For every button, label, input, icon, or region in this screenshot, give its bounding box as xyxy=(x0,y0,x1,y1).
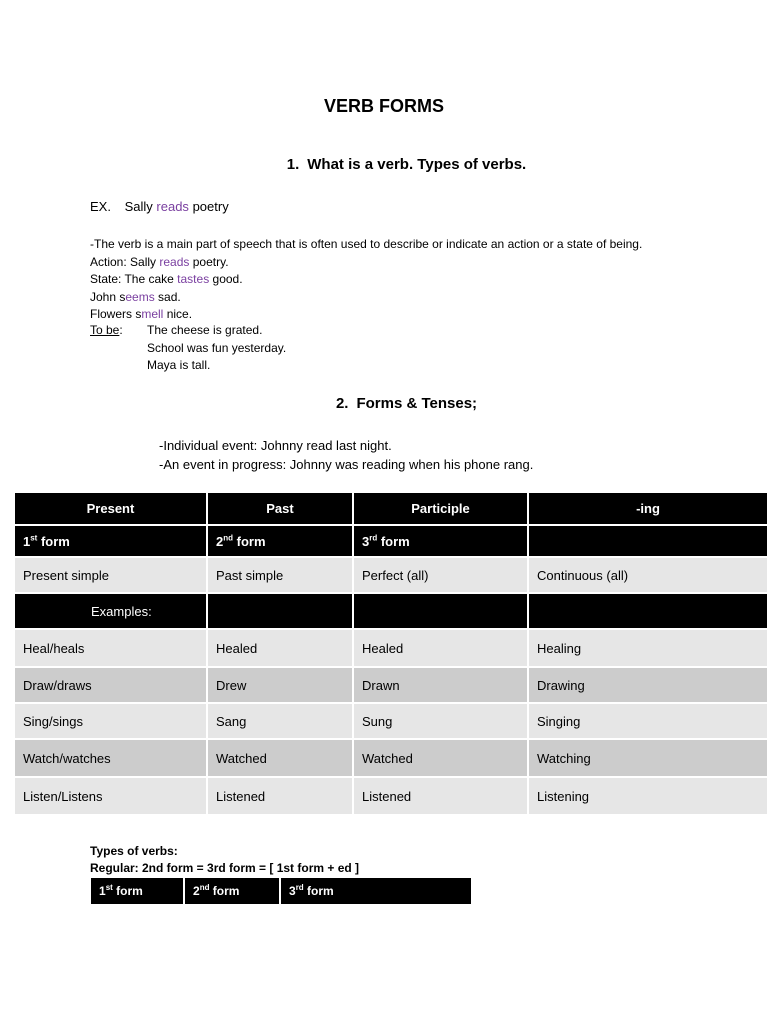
section-2-number: 2. xyxy=(335,395,349,412)
table-cell: Watched xyxy=(353,739,528,777)
to-be-indent xyxy=(90,357,147,375)
examples-label: Examples: xyxy=(15,593,207,629)
header-present: Present xyxy=(15,493,207,525)
table-cell: Past simple xyxy=(207,557,353,593)
form-2-number: 2 xyxy=(216,533,224,549)
form-2-suffix: nd xyxy=(223,533,234,543)
document-title: VERB FORMS xyxy=(323,96,444,116)
empty-cell xyxy=(207,593,353,629)
example-object: poetry xyxy=(192,199,229,214)
state-suffix: good. xyxy=(209,272,243,286)
section-1-number: 1. xyxy=(286,156,300,173)
small-form-2-suffix: nd xyxy=(199,883,210,892)
small-form-3-label: form xyxy=(303,884,334,898)
form-1-cell xyxy=(15,525,207,557)
to-be-indent xyxy=(90,340,147,358)
verb-definition: -The verb is a main part of speech that is often used to describe or indicate an action or a state of being. xyxy=(90,237,643,251)
state-prefix: State: The cake xyxy=(90,272,178,286)
state-example xyxy=(90,271,642,289)
header-past: Past xyxy=(207,493,353,525)
table-cell: Draw/draws xyxy=(15,667,207,703)
table-cell: Healing xyxy=(537,640,582,656)
flowers-prefix: Flowers s xyxy=(90,307,142,321)
form-1-label: form xyxy=(37,533,70,549)
to-be-examples xyxy=(90,322,286,375)
to-be-line: Maya is tall. xyxy=(147,358,211,372)
table-cell: Listened xyxy=(353,777,528,815)
table-header-row xyxy=(15,493,767,525)
header-participle: Participle xyxy=(353,493,528,525)
action-prefix: Action: Sally xyxy=(90,254,160,269)
to-be-label xyxy=(90,322,147,340)
form-3-number: 3 xyxy=(362,533,370,549)
small-form-1-number: 1 xyxy=(99,884,106,898)
example-label: EX. xyxy=(90,199,111,214)
table-cell: Listen/Listens xyxy=(15,777,207,815)
table-cell: Listened xyxy=(207,777,353,815)
form-2-cell xyxy=(207,525,353,557)
types-of-verbs xyxy=(90,843,359,877)
regular-rule: Regular: 2nd form = 3rd form = [ 1st form + ed ] xyxy=(90,861,360,875)
example-subject: Sally xyxy=(124,199,153,214)
small-form-3-number: 3 xyxy=(289,884,296,898)
table-cell: Healed xyxy=(207,629,353,667)
table-cell: Drawn xyxy=(353,667,528,703)
to-be-colon: : xyxy=(119,323,123,337)
form-3-cell xyxy=(353,525,528,557)
table-cell: Present simple xyxy=(15,557,207,593)
table-cell: Continuous (all) xyxy=(537,567,629,583)
small-form-1-suffix: st xyxy=(105,883,113,892)
action-example xyxy=(90,254,642,272)
verb-forms-table xyxy=(15,493,767,816)
to-be-row-3 xyxy=(90,357,286,375)
small-form-3-suffix: rd xyxy=(295,883,304,892)
table-cell: Watch/watches xyxy=(15,739,207,777)
types-heading: Types of verbs: xyxy=(90,844,178,858)
john-verb: eems xyxy=(125,289,155,304)
empty-cell xyxy=(528,593,767,629)
table-cell: Healed xyxy=(353,629,528,667)
form-2-label: form xyxy=(233,533,266,549)
small-form-2-label: form xyxy=(209,884,240,898)
event-in-progress: -An event in progress: Johnny was reading when his phone rang. xyxy=(159,457,534,472)
form-empty-cell xyxy=(528,525,767,557)
table-cell: Watching xyxy=(537,750,591,766)
table-cell: Sung xyxy=(353,703,528,739)
to-be-row-2 xyxy=(90,340,286,358)
table-cell: Heal/heals xyxy=(15,629,207,667)
form-1-number: 1 xyxy=(23,533,31,549)
small-form-1-label: form xyxy=(112,884,143,898)
john-suffix: sad. xyxy=(154,289,181,304)
event-examples xyxy=(159,436,533,474)
flowers-example xyxy=(90,306,642,324)
table-row xyxy=(15,629,767,667)
examples-header-row xyxy=(15,593,767,629)
table-row xyxy=(15,667,767,703)
small-form-2 xyxy=(184,878,280,904)
flowers-verb: mell xyxy=(141,307,164,321)
small-form-3 xyxy=(280,878,471,904)
to-be-label-text: To be xyxy=(90,323,120,337)
section-1-title: What is a verb. Types of verbs. xyxy=(307,156,527,173)
section-2-title: Forms & Tenses; xyxy=(356,395,478,412)
to-be-line: The cheese is grated. xyxy=(147,323,263,337)
empty-cell xyxy=(353,593,528,629)
example-sentence xyxy=(90,199,229,214)
table-cell: Perfect (all) xyxy=(353,557,528,593)
table-row xyxy=(15,703,767,739)
table-row xyxy=(15,739,767,777)
table-cell: Drawing xyxy=(537,677,585,693)
section-1-heading xyxy=(0,156,768,173)
header-ing: -ing xyxy=(636,501,660,516)
table-cell: Drew xyxy=(207,667,353,703)
definition-block xyxy=(90,236,642,324)
table-cell: Sang xyxy=(207,703,353,739)
john-prefix: John s xyxy=(90,289,126,304)
form-3-suffix: rd xyxy=(369,533,378,543)
example-verb: reads xyxy=(156,199,189,214)
form-3-label: form xyxy=(377,533,410,549)
john-example xyxy=(90,289,642,307)
table-row xyxy=(15,777,767,815)
to-be-line: School was fun yesterday. xyxy=(147,340,287,355)
table-cell: Watched xyxy=(207,739,353,777)
action-suffix: poetry. xyxy=(189,254,229,269)
section-2-heading xyxy=(0,395,768,412)
state-verb: tastes xyxy=(177,272,210,286)
table-cell: Sing/sings xyxy=(15,703,207,739)
event-individual: -Individual event: Johnny read last night. xyxy=(159,438,392,453)
to-be-row-1 xyxy=(90,322,286,340)
form-1-suffix: st xyxy=(30,533,38,543)
small-form-1 xyxy=(91,878,184,904)
action-verb: reads xyxy=(159,254,190,269)
form-number-row xyxy=(15,525,767,557)
flowers-suffix: nice. xyxy=(163,307,193,321)
small-form-2-number: 2 xyxy=(193,884,200,898)
tense-row xyxy=(15,557,767,593)
regular-header-row xyxy=(91,878,471,904)
table-cell: Listening xyxy=(537,788,590,804)
regular-verbs-table xyxy=(91,878,471,904)
table-cell: Singing xyxy=(537,713,581,729)
